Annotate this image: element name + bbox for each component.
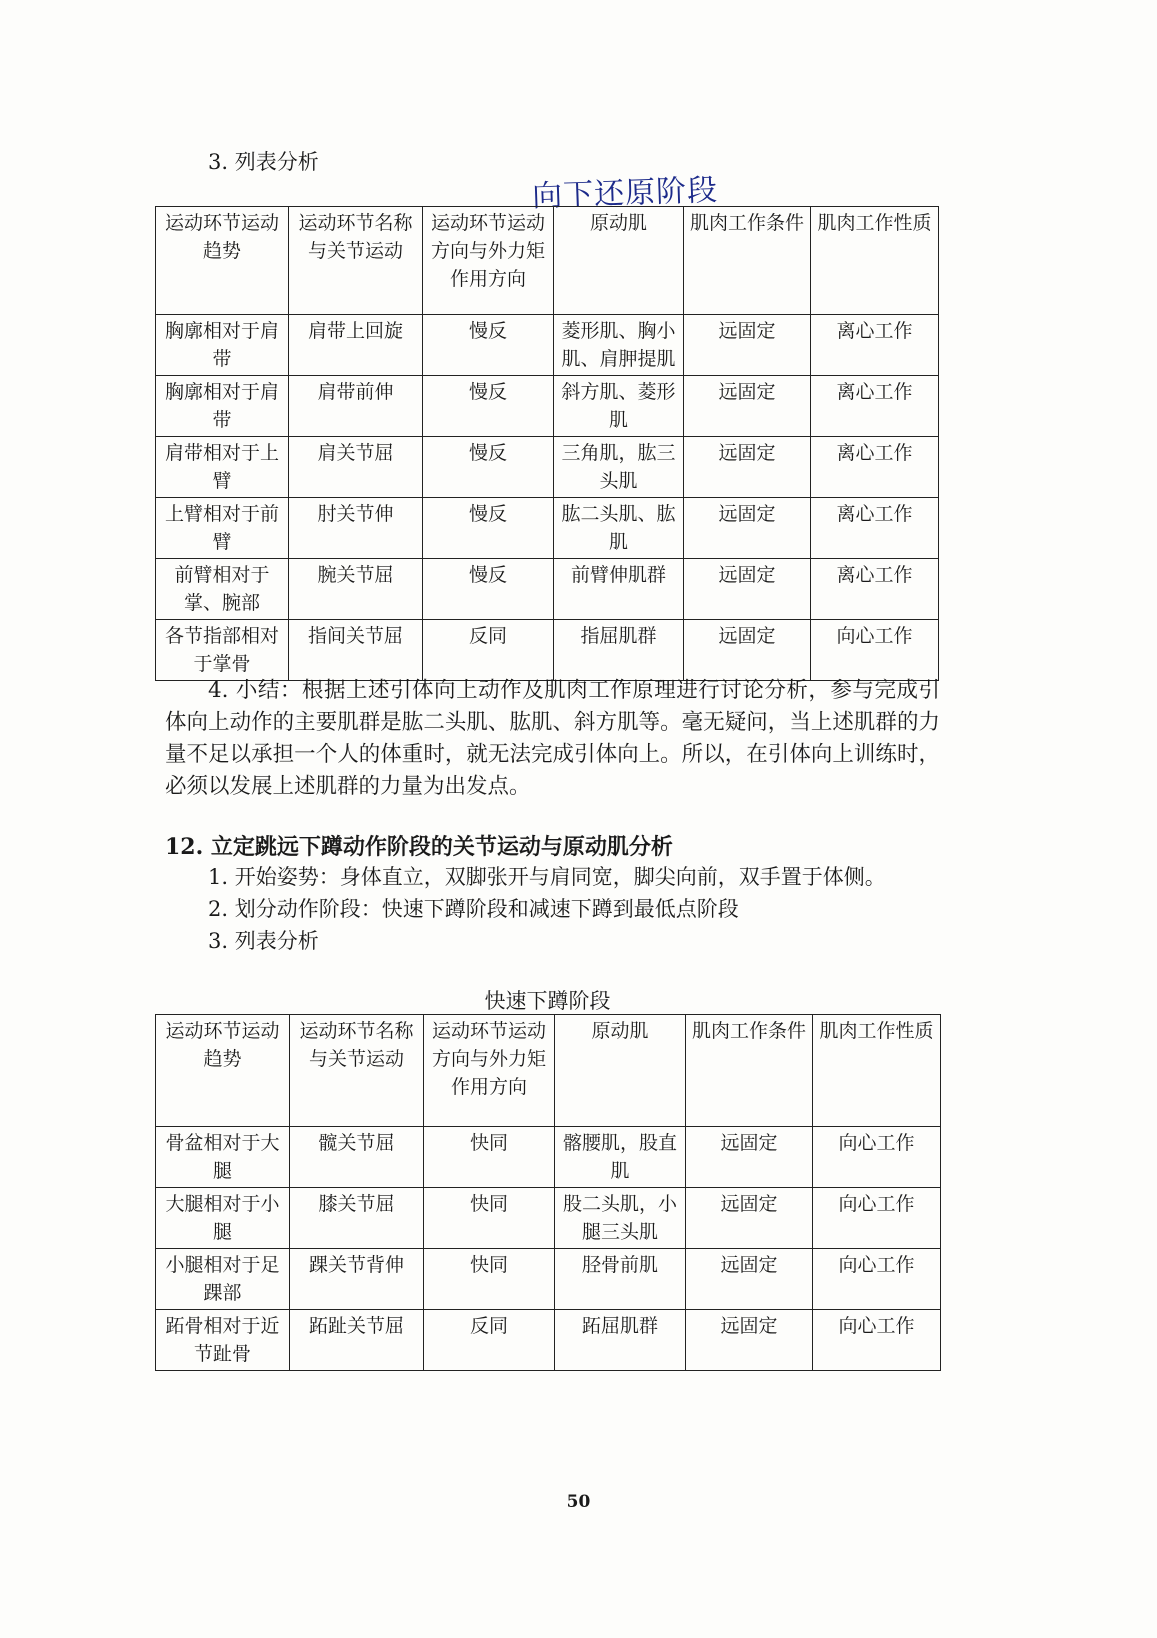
header-cell: 原动肌 [555,1015,686,1127]
header-cell: 运动环节运动方向与外力矩作用方向 [424,1015,555,1127]
table-cell: 快同 [424,1249,555,1310]
handwritten-phase-title: 向下还原阶段 [531,172,719,215]
header-cell: 运动环节运动方向与外力矩作用方向 [423,207,554,315]
table-cell: 踝关节背伸 [290,1249,424,1310]
table-row [156,315,939,376]
table-cell: 向心工作 [811,620,939,681]
table-cell: 菱形肌、胸小肌、肩胛提肌 [554,315,684,376]
table-cell: 胸廓相对于肩带 [156,376,289,437]
table-cell: 远固定 [686,1127,813,1188]
header-cell: 肌肉工作性质 [811,207,939,315]
table-cell: 肱二头肌、肱肌 [554,498,684,559]
list-label-1: 3. 列表分析 [208,150,319,174]
table-cell: 向心工作 [813,1188,941,1249]
table-cell: 胫骨前肌 [555,1249,686,1310]
table-cell: 远固定 [684,437,811,498]
table-cell: 股二头肌，小腿三头肌 [555,1188,686,1249]
table-cell: 向心工作 [813,1249,941,1310]
table-caption: 快速下蹲阶段 [484,989,611,1013]
table-cell: 远固定 [686,1188,813,1249]
table-cell: 前臂相对于掌、腕部 [156,559,289,620]
table-cell: 各节指部相对于掌骨 [156,620,289,681]
table-cell: 向心工作 [813,1127,941,1188]
table-cell: 慢反 [423,315,554,376]
table-cell: 膝关节屈 [290,1188,424,1249]
header-cell: 肌肉工作条件 [686,1015,813,1127]
table-cell: 指屈肌群 [554,620,684,681]
table-cell: 髂腰肌，股直肌 [555,1127,686,1188]
table-upward-return-phase [155,206,939,681]
header-cell: 肌肉工作性质 [813,1015,941,1127]
table-cell: 远固定 [684,376,811,437]
table-cell: 离心工作 [811,498,939,559]
section-heading: 12. 立定跳远下蹲动作阶段的关节运动与原动肌分析 [165,834,673,860]
table-cell: 指间关节屈 [289,620,423,681]
table-cell: 远固定 [686,1310,813,1371]
table-cell: 肩带相对于上臂 [156,437,289,498]
table-row [156,498,939,559]
table-row [156,1310,941,1371]
table-cell: 大腿相对于小腿 [156,1188,290,1249]
table-cell: 远固定 [686,1249,813,1310]
table-cell: 快同 [424,1127,555,1188]
table-header-row [156,207,939,315]
table-cell: 远固定 [684,498,811,559]
table-cell: 肩带上回旋 [289,315,423,376]
table-header-row [156,1015,941,1127]
table-row [156,1188,941,1249]
table-row [156,1249,941,1310]
table-cell: 跖骨相对于近节趾骨 [156,1310,290,1371]
header-cell: 运动环节名称与关节运动 [290,1015,424,1127]
table-cell: 斜方肌、菱形肌 [554,376,684,437]
table-cell: 慢反 [423,559,554,620]
table-cell: 前臂伸肌群 [554,559,684,620]
table-cell: 离心工作 [811,559,939,620]
table-cell: 快同 [424,1188,555,1249]
table-row [156,559,939,620]
table-row [156,437,939,498]
page-number: 50 [566,1492,591,1512]
table-cell: 远固定 [684,559,811,620]
table-cell: 远固定 [684,620,811,681]
table-cell: 向心工作 [813,1310,941,1371]
table-cell: 三角肌，肱三头肌 [554,437,684,498]
table-cell: 髋关节屈 [290,1127,424,1188]
header-cell: 运动环节运动趋势 [156,1015,290,1127]
table-cell: 肩关节屈 [289,437,423,498]
table-cell: 慢反 [423,437,554,498]
summary-paragraph: 4. 小结：根据上述引体向上动作及肌肉工作原理进行讨论分析，参与完成引体向上动作的主要肌群是肱二头肌、肱肌、斜方肌等。毫无疑问，当上述肌群的力量不足以承担一个人的体重时，就无法完成引体向上。所以，在引体向上训练时，必须以发展上述肌群的力量为出发点。 [165,678,940,799]
header-cell: 运动环节运动趋势 [156,207,289,315]
table-cell: 远固定 [684,315,811,376]
table-cell: 上臂相对于前臂 [156,498,289,559]
table-cell: 腕关节屈 [289,559,423,620]
table-cell: 慢反 [423,498,554,559]
table-cell: 跖趾关节屈 [290,1310,424,1371]
table-row [156,376,939,437]
table-cell: 骨盆相对于大腿 [156,1127,290,1188]
table-cell: 离心工作 [811,376,939,437]
table-row [156,1127,941,1188]
table-cell: 慢反 [423,376,554,437]
table-fast-squat-phase [155,1014,941,1371]
table-row [156,620,939,681]
table-cell: 离心工作 [811,315,939,376]
list-label-2: 3. 列表分析 [208,929,319,953]
table-cell: 肩带前伸 [289,376,423,437]
header-cell: 运动环节名称与关节运动 [289,207,423,315]
table-cell: 反同 [423,620,554,681]
phases-line: 2. 划分动作阶段：快速下蹲阶段和减速下蹲到最低点阶段 [208,897,739,921]
start-pose-line: 1. 开始姿势：身体直立，双脚张开与肩同宽，脚尖向前，双手置于体侧。 [208,865,886,889]
table-cell: 离心工作 [811,437,939,498]
table-cell: 跖屈肌群 [555,1310,686,1371]
table-cell: 胸廓相对于肩带 [156,315,289,376]
header-cell: 原动肌 [554,207,684,315]
table-cell: 小腿相对于足踝部 [156,1249,290,1310]
table-cell: 反同 [424,1310,555,1371]
header-cell: 肌肉工作条件 [684,207,811,315]
table-cell: 肘关节伸 [289,498,423,559]
